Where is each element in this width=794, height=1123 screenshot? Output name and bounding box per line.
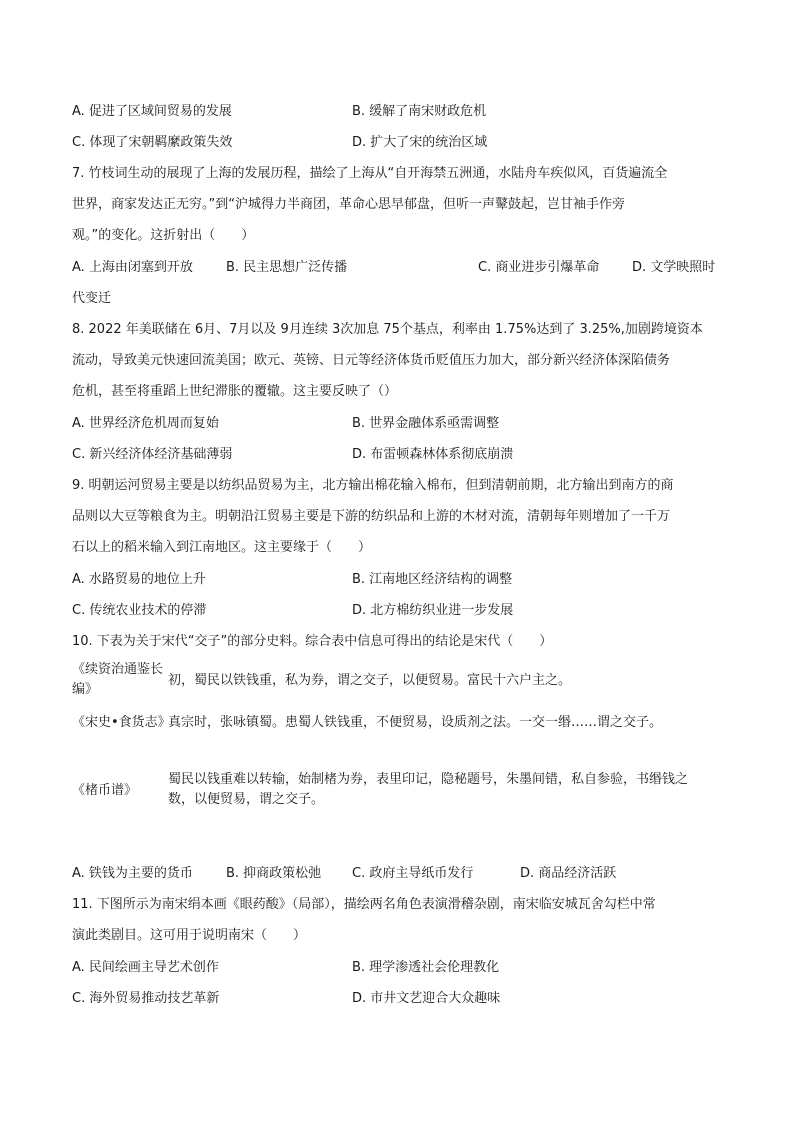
table-text-cell: 蜀民以钱重难以转输，始制楮为券，表里印记，隐秘题号，朱墨间错，私自参验，书缗钱之数，以便贸易，谓之交子。 <box>168 772 689 807</box>
q9-option-a[interactable]: A. 水路贸易的地位上升 <box>72 572 206 587</box>
q8-option-d[interactable]: D. 布雷顿森林体系彻底崩溃 <box>352 447 514 462</box>
q11-option-c[interactable]: C. 海外贸易推动技艺革新 <box>72 991 220 1006</box>
table-source-cell: 《楮币谱》 <box>72 783 138 798</box>
q9-stem-line-3: 石以上的稻米输入到江南地区。这主要缘于（ ） <box>72 540 372 555</box>
q9-stem-line-2: 品则以大豆等粮食为主。明朝沿江贸易主要是下游的纺织品和上游的木材对流，清朝每年则增加了一千万 <box>72 509 671 524</box>
q6-option-c[interactable]: C. 体现了宋朝羁縻政策失效 <box>72 135 233 150</box>
q9-stem-line-1: 9. 明朝运河贸易主要是以纺织品贸易为主，北方输出棉花输入棉布，但到清朝前期，北方输出到南方的商 <box>72 478 674 493</box>
table-source-cell: 《宋史•食货志》 <box>72 715 171 730</box>
q9-option-c[interactable]: C. 传统农业技术的停滞 <box>72 603 207 618</box>
q6-option-d[interactable]: D. 扩大了宋的统治区域 <box>352 135 488 150</box>
q7-stem-line-1: 7. 竹枝词生动的展现了上海的发展历程，描绘了上海从“自开海禁五洲通，水陆舟车疾似风，百货遍流全 <box>72 166 668 181</box>
q9-option-d[interactable]: D. 北方棉纺织业进一步发展 <box>352 603 514 618</box>
q9-option-b[interactable]: B. 江南地区经济结构的调整 <box>352 572 513 587</box>
q11-option-b[interactable]: B. 理学渗透社会伦理教化 <box>352 960 500 975</box>
table-text-cell: 真宗时，张咏镇蜀。患蜀人铁钱重，不便贸易，设质剂之法。一交一缗……谓之交子。 <box>168 715 663 730</box>
q8-option-c[interactable]: C. 新兴经济体经济基础薄弱 <box>72 447 233 462</box>
q6-option-a[interactable]: A. 促进了区域间贸易的发展 <box>72 104 232 119</box>
q10-option-c[interactable]: C. 政府主导纸币发行 <box>352 866 474 881</box>
table-text-cell: 初，蜀民以铁钱重，私为券，谓之交子，以便贸易。富民十六户主之。 <box>168 673 572 688</box>
q8-stem-line-2: 流动，导致美元快速回流美国；欧元、英镑、日元等经济体货币贬值压力加大，部分新兴经济体深陷债务 <box>72 353 671 368</box>
q10-option-b[interactable]: B. 抑商政策松弛 <box>226 866 322 881</box>
q10-option-a[interactable]: A. 铁钱为主要的货币 <box>72 866 193 881</box>
q7-stem-line-3: 观。”的变化。这折射出（ ） <box>72 228 255 243</box>
q7-stem-line-2: 世界，商家发达正无穷。”到“沪城得力半商团，革命心思早郁盘，但听一声鼙鼓起，岂甘袖手作旁 <box>72 197 625 212</box>
q7-option-d-wrap: 代变迁 <box>72 291 112 306</box>
q7-option-b[interactable]: B. 民主思想广泛传播 <box>226 260 348 275</box>
q11-option-d[interactable]: D. 市井文艺迎合大众趣味 <box>352 991 501 1006</box>
q8-stem-line-1: 8. 2022 年美联储在 6月、7月以及 9月连续 3次加息 75个基点，利率由 1.75%达到了 3.25%,加剧跨境资本 <box>72 322 703 337</box>
q10-option-d[interactable]: D. 商品经济活跃 <box>520 866 617 881</box>
q11-stem-line-2: 演此类剧目。这可用于说明南宋（ ） <box>72 928 307 943</box>
q11-stem-line-1: 11. 下图所示为南宋绢本画《眼药酸》（局部），描绘两名角色表演滑稽杂剧，南宋临安城瓦舍勾栏中常 <box>72 897 656 912</box>
q8-option-a[interactable]: A. 世界经济危机周而复始 <box>72 416 219 431</box>
q6-option-b[interactable]: B. 缓解了南宋财政危机 <box>352 104 487 119</box>
q7-option-a[interactable]: A. 上海由闭塞到开放 <box>72 260 193 275</box>
q8-option-b[interactable]: B. 世界金融体系亟需调整 <box>352 416 500 431</box>
table-source-cell: 《续资治通鉴长编》 <box>72 662 164 697</box>
q7-option-d[interactable]: D. 文学映照时 <box>632 260 716 275</box>
q8-stem-line-3: 危机，甚至将重蹈上世纪滞胀的覆辙。这主要反映了（） <box>72 384 398 399</box>
q10-stem-line-1: 10. 下表为关于宋代“交子”的部分史料。综合表中信息可得出的结论是宋代（ ） <box>72 634 553 649</box>
q7-option-c[interactable]: C. 商业进步引爆革命 <box>478 260 600 275</box>
q11-option-a[interactable]: A. 民间绘画主导艺术创作 <box>72 960 219 975</box>
